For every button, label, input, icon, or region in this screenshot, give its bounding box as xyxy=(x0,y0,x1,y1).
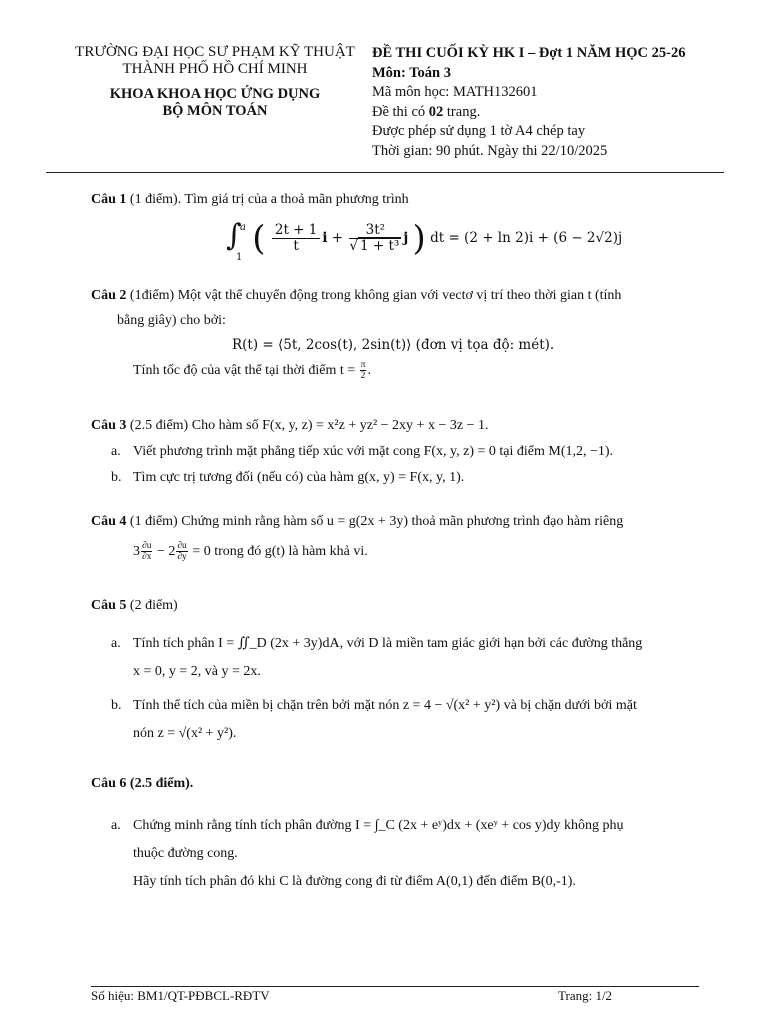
document-code: Số hiệu: BM1/QT-PĐBCL-RĐTV xyxy=(91,988,270,1003)
page-count: Đề thi có 02 trang. xyxy=(372,103,481,120)
page-number: Trang: 1/2 xyxy=(558,988,613,1003)
exam-info xyxy=(372,44,685,161)
question-4-equation: 3 $\frac{\partial u}{\partial x}$ − 2 $\frac{\partial u}{\partial y}$ = 0 trong đó g(t) là hàm khả vi. xyxy=(133,541,368,563)
time-and-date: Thời gian: 90 phút. Ngày thi 22/10/2025 xyxy=(372,142,608,159)
faculty-name: KHOA KHOA HỌC ỨNG DỤNG xyxy=(109,86,321,102)
question-2-equation: R(t) = ⟨5t, 2cos(t), 2sin(t)⟩ (đơn vị tọa độ: mét). xyxy=(232,337,555,353)
subject-name: Môn: Toán 3 xyxy=(372,64,451,81)
footer-divider xyxy=(91,986,699,987)
question-6-text: Câu 6 (2.5 điểm). xyxy=(91,776,194,791)
department-name: BỘ MÔN TOÁN xyxy=(162,103,268,119)
question-5-part-b: b. Tính thể tích của miền bị chặn trên bởi mặt nón z = 4 − √(x² + y²) và bị chặn dưới bởi mặt xyxy=(111,698,637,713)
question-6-part-a-2: thuộc đường cong. xyxy=(133,846,238,861)
exam-title: ĐỀ THI CUỐI KỲ HK I – Đợt 1 NĂM HỌC 25-26 xyxy=(372,45,686,61)
page-count-number: 02 xyxy=(428,103,444,120)
question-6-part-a: a. Chứng minh rằng tính tích phân đường I = ∫_C (2x + eʸ)dx + (xeʸ + cos y)dy không phụ xyxy=(111,818,624,833)
question-5-text: Câu 5 (2 điểm) xyxy=(91,598,178,613)
question-1-equation: ∫ a 1 ( $\frac{2t + 1}{t}$ i + $\frac{\text{3t²}}{\text{√ 1 + t³}}$ j ) dt = (2 + ln 2)i + (6 − 2√2)j xyxy=(226,217,623,263)
question-5-part-a: a. Tính tích phân I = ∬_D (2x + 3y)dA, với D là miền tam giác giới hạn bởi các đường thẳng xyxy=(111,636,643,651)
university-name xyxy=(60,44,370,78)
allowed-materials: Được phép sử dụng 1 tờ A4 chép tay xyxy=(372,123,586,139)
question-6-part-a-3: Hãy tính tích phân đó khi C là đường cong đi từ điểm A(0,1) đến điểm B(0,-1). xyxy=(133,874,576,889)
question-5-part-a-2: x = 0, y = 2, và y = 2x. xyxy=(133,664,261,679)
course-code: Mã môn học: MATH132601 xyxy=(372,84,538,100)
question-4 xyxy=(91,510,728,564)
university-line-2: THÀNH PHỐ HỒ CHÍ MINH xyxy=(122,61,308,77)
question-2-ask: Tính tốc độ của vật thể tại thời điểm t = $\frac{\pi}{2}$ . xyxy=(133,360,371,382)
question-6 xyxy=(91,770,728,896)
question-2 xyxy=(91,283,728,383)
question-3 xyxy=(91,413,728,491)
header-divider xyxy=(46,172,724,173)
question-5 xyxy=(91,592,728,748)
question-2-text-2: bằng giây) cho bởi: xyxy=(117,313,226,328)
question-2-text: Câu 2 (1điểm) Một vật thể chuyển động trong không gian với vectơ vị trí theo thời gian t (tính xyxy=(91,288,622,303)
question-1 xyxy=(91,189,728,261)
question-1-text: Câu 1 (1 điểm). Tìm giá trị của a thoả mãn phương trình xyxy=(91,192,409,207)
faculty-block xyxy=(60,86,370,120)
question-3-text: Câu 3 (2.5 điểm) Cho hàm số F(x, y, z) = x²z + yz² − 2xy + x − 3z − 1. xyxy=(91,418,489,433)
university-line-1: TRƯỜNG ĐẠI HỌC SƯ PHẠM KỸ THUẬT xyxy=(75,44,355,60)
question-5-part-b-2: nón z = √(x² + y²). xyxy=(133,726,237,741)
question-3-part-b: b. Tìm cực trị tương đối (nếu có) của hàm g(x, y) = F(x, y, 1). xyxy=(111,470,465,485)
question-3-part-a: a. Viết phương trình mặt phẳng tiếp xúc với mặt cong F(x, y, z) = 0 tại điểm M(1,2, −1). xyxy=(111,444,614,459)
question-4-text: Câu 4 (1 điểm) Chứng minh rằng hàm số u = g(2x + 3y) thoả mãn phương trình đạo hàm riêng xyxy=(91,514,624,529)
